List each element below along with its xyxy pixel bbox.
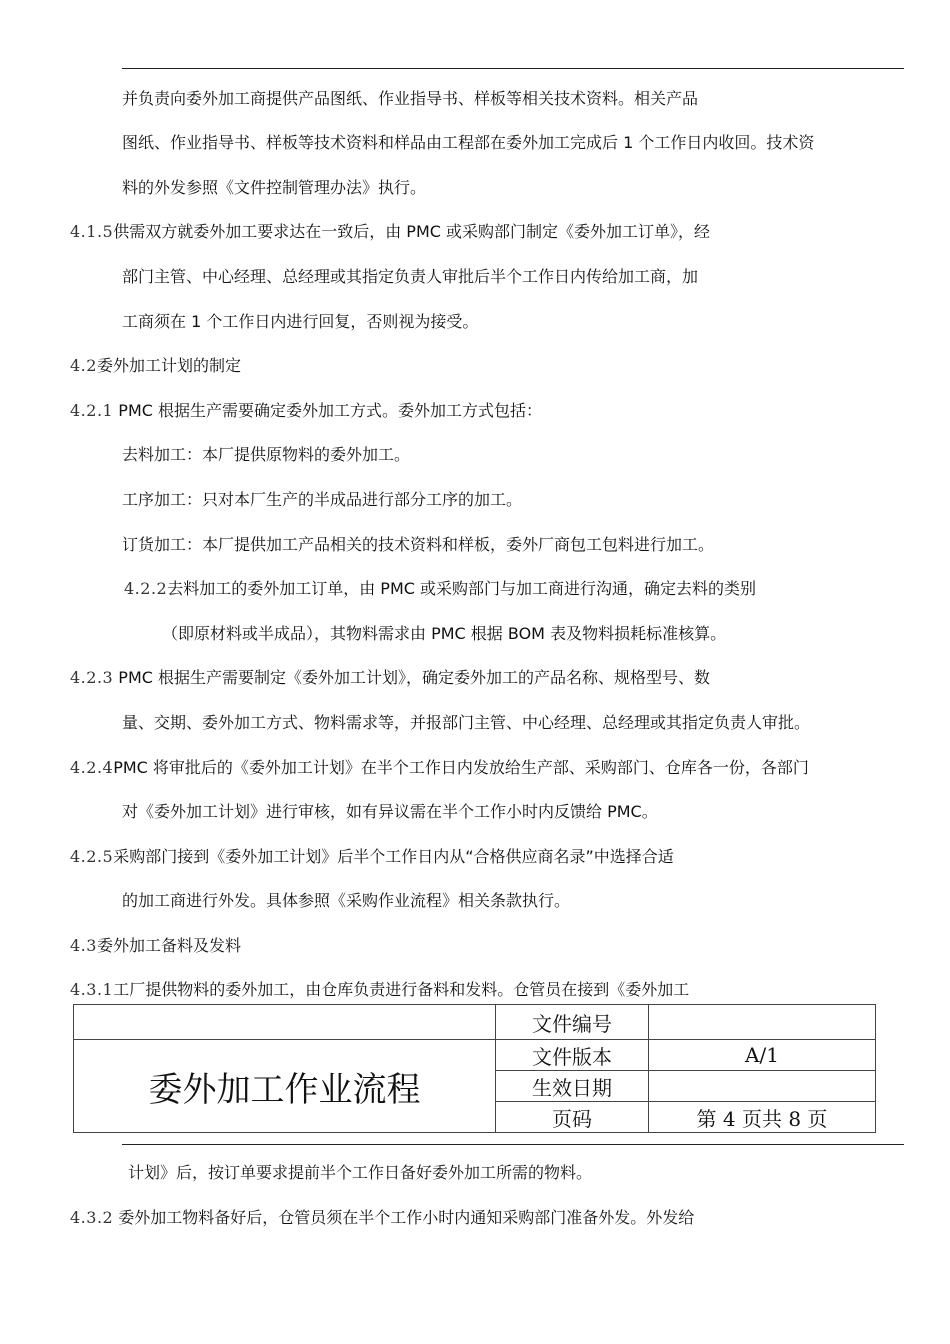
text-line-11: 订货加工：本厂提供加工产品相关的技术资料和样板，委外厂商包工包料进行加工。	[122, 535, 715, 554]
header-blank-cell	[74, 1005, 496, 1040]
text-line-22: 计划》后，按订单要求提前半个工作日备好委外加工所需的物料。	[128, 1163, 593, 1182]
section-number: 4.3.1	[70, 980, 114, 999]
section-heading-4-2: 4.2委外加工计划的制定	[70, 356, 241, 375]
text-line-8: 4.2.1 PMC 根据生产需要确定委外加工方式。委外加工方式包括：	[70, 401, 543, 420]
text-line-9: 去料加工：本厂提供原物料的委外加工。	[122, 445, 411, 464]
text-line-15: 量、交期、委外加工方式、物料需求等，并报部门主管、中心经理、总经理或其指定负责人审批。	[122, 713, 811, 732]
header-label-page: 页码	[496, 1102, 649, 1133]
header-value-version: A/1	[649, 1040, 876, 1071]
text-line-5: 部门主管、中心经理、总经理或其指定负责人审批后半个工作日内传给加工商，加	[122, 267, 699, 286]
text-line-3: 料的外发参照《文件控制管理办法》执行。	[122, 178, 427, 197]
text-line-10: 工序加工：只对本厂生产的半成品进行部分工序的加工。	[122, 490, 523, 509]
text-line-14: 4.2.3 PMC 根据生产需要制定《委外加工计划》，确定委外加工的产品名称、规格型号、数	[70, 668, 711, 687]
section-number: 4.2.3	[70, 668, 114, 687]
header-label-version: 文件版本	[496, 1040, 649, 1071]
header-value-doc-number	[649, 1005, 876, 1040]
document-header-table	[73, 1004, 876, 1133]
text-line-13: （即原材料或半成品），其物料需求由 PMC 根据 BOM 表及物料损耗标准核算。	[162, 624, 727, 643]
section-number: 4.3.2	[70, 1208, 114, 1227]
text-line-18: 4.2.5采购部门接到《委外加工计划》后半个工作日内从“合格供应商名录”中选择合适	[70, 847, 674, 866]
top-rule	[122, 68, 904, 69]
text-line-21: 4.3.1工厂提供物料的委外加工，由仓库负责进行备料和发料。仓管员在接到《委外加工	[70, 980, 690, 999]
text-line-23: 4.3.2 委外加工物料备好后，仓管员须在半个工作小时内通知采购部门准备外发。外发给	[70, 1208, 695, 1227]
document-title: 委外加工作业流程	[74, 1040, 496, 1133]
header-label-doc-number: 文件编号	[496, 1005, 649, 1040]
text-line-12: 4.2.2去料加工的委外加工订单，由 PMC 或采购部门与加工商进行沟通，确定去料的类别	[124, 579, 757, 598]
section-number: 4.3	[70, 936, 97, 955]
section-number: 4.2.4	[70, 758, 114, 777]
header-bottom-rule	[122, 1144, 904, 1145]
text-line-2: 图纸、作业指导书、样板等技术资料和样品由工程部在委外加工完成后 1 个工作日内收回。技术资	[122, 133, 815, 152]
text-line-17: 对《委外加工计划》进行审核，如有异议需在半个工作小时内反馈给 PMC。	[122, 802, 658, 821]
header-label-effective-date: 生效日期	[496, 1071, 649, 1102]
text-line-4: 4.1.5供需双方就委外加工要求达在一致后，由 PMC 或采购部门制定《委外加工订单》，经	[70, 222, 711, 241]
text-line-19: 的加工商进行外发。具体参照《采购作业流程》相关条款执行。	[122, 891, 571, 910]
section-number: 4.2.2	[124, 579, 168, 598]
section-number: 4.2.5	[70, 847, 114, 866]
text-line-16: 4.2.4PMC 将审批后的《委外加工计划》在半个工作日内发放给生产部、采购部门、仓库各一份，各部门	[70, 758, 809, 777]
header-value-page: 第 4 页共 8 页	[649, 1102, 876, 1133]
header-value-effective-date	[649, 1071, 876, 1102]
section-number: 4.2.1	[70, 401, 114, 420]
section-number: 4.1.5	[70, 222, 114, 241]
text-line-6: 工商须在 1 个工作日内进行回复，否则视为接受。	[122, 312, 479, 331]
section-number: 4.2	[70, 356, 97, 375]
section-heading-4-3: 4.3委外加工备料及发料	[70, 936, 241, 955]
text-line-1: 并负责向委外加工商提供产品图纸、作业指导书、样板等相关技术资料。相关产品	[122, 89, 699, 108]
